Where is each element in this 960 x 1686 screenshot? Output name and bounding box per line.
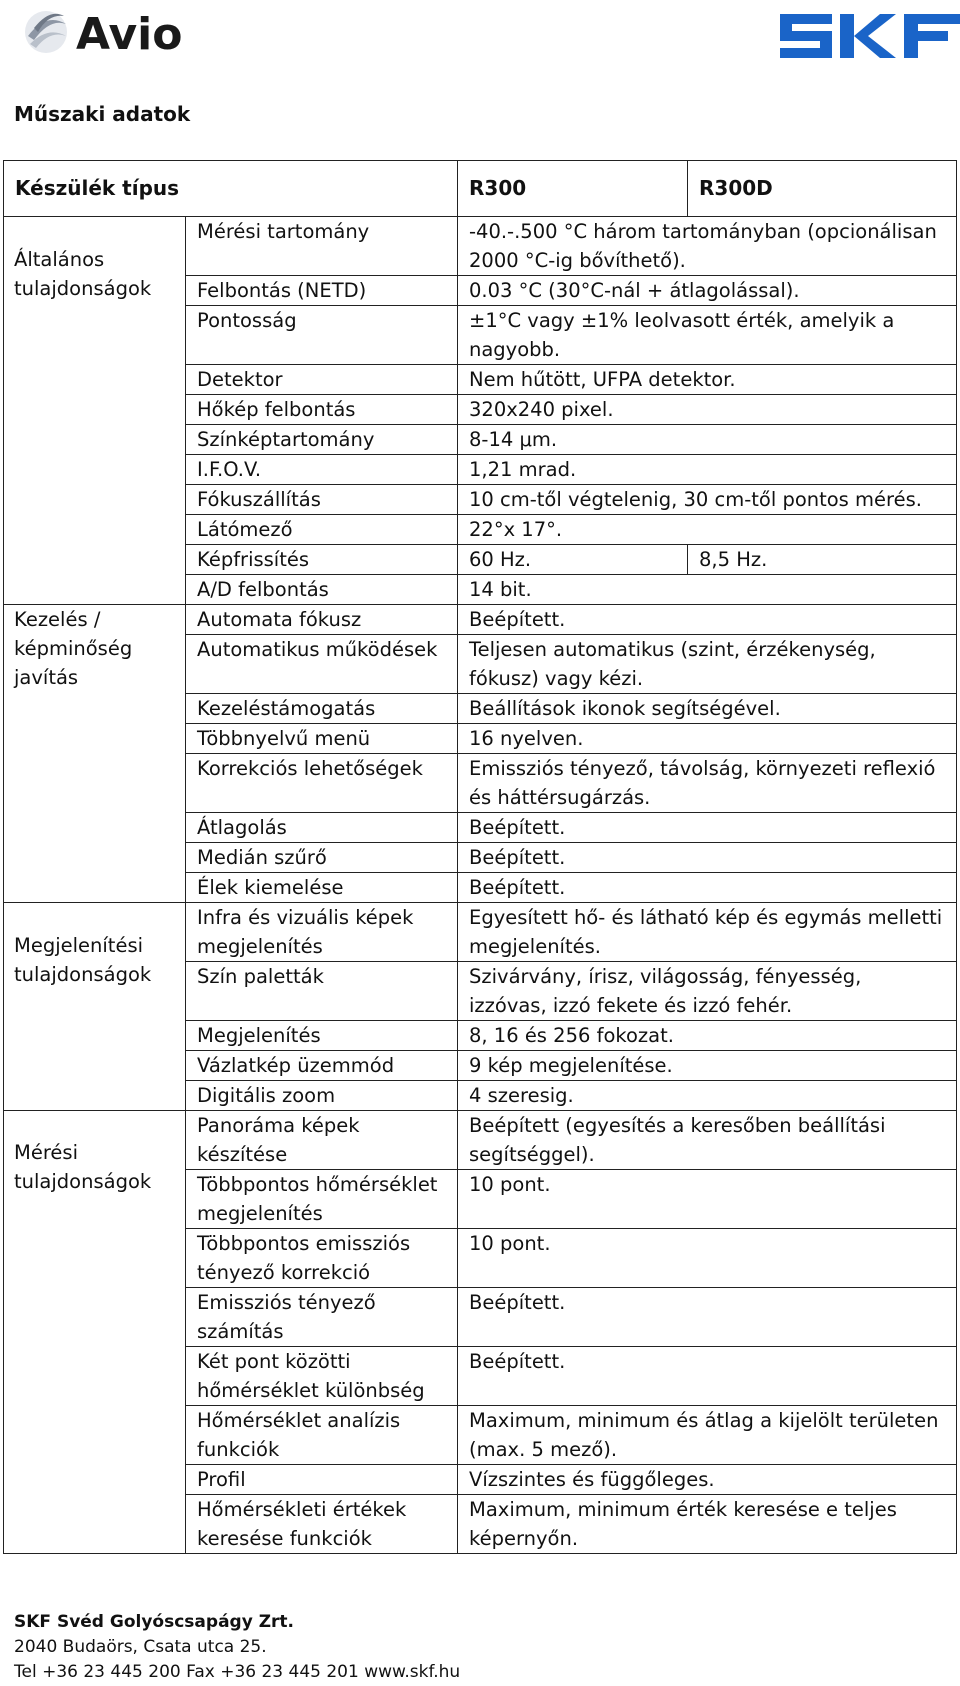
category-measure: Mérési tulajdonságok bbox=[4, 1111, 186, 1554]
spec-label: Felbontás (NETD) bbox=[186, 276, 458, 306]
spec-label: Többpontos hőmérséklet megjelenítés bbox=[186, 1170, 458, 1229]
spec-value: Maximum, minimum és átlag a kijelölt területen (max. 5 mező). bbox=[458, 1406, 957, 1465]
spec-value: 4 szeresig. bbox=[458, 1081, 957, 1111]
spec-value: Beépített. bbox=[458, 873, 957, 903]
spec-value: 320x240 pixel. bbox=[458, 395, 957, 425]
specs-table bbox=[3, 160, 957, 1554]
spec-value: 10 pont. bbox=[458, 1170, 957, 1229]
spec-value: 14 bit. bbox=[458, 575, 957, 605]
spec-label: Élek kiemelése bbox=[186, 873, 458, 903]
spec-label: Automata fókusz bbox=[186, 605, 458, 635]
spec-label: Képfrissítés bbox=[186, 545, 458, 575]
footer-contact: Tel +36 23 445 200 Fax +36 23 445 201 www.skf.hu bbox=[14, 1662, 461, 1682]
spec-label: Profil bbox=[186, 1465, 458, 1495]
spec-label: Fókuszállítás bbox=[186, 485, 458, 515]
footer-address: 2040 Budaörs, Csata utca 25. bbox=[14, 1637, 267, 1657]
skf-logo bbox=[780, 14, 960, 58]
spec-value: Emissziós tényező, távolság, környezeti reflexió és háttérsugárzás. bbox=[458, 754, 957, 813]
spec-value: Beépített (egyesítés a keresőben beállítási segítséggel). bbox=[458, 1111, 957, 1170]
spec-label: Kezeléstámogatás bbox=[186, 694, 458, 724]
table-row bbox=[4, 217, 957, 276]
spec-label: Hőkép felbontás bbox=[186, 395, 458, 425]
spec-label: Emissziós tényező számítás bbox=[186, 1288, 458, 1347]
spec-value: Egyesített hő- és látható kép és egymás melletti megjelenítés. bbox=[458, 903, 957, 962]
spec-label: Pontosság bbox=[186, 306, 458, 365]
spec-label: Panoráma képek készítése bbox=[186, 1111, 458, 1170]
header-r300d: R300D bbox=[688, 161, 957, 217]
spec-value: 10 cm-től végtelenig, 30 cm-től pontos mérés. bbox=[458, 485, 957, 515]
spec-label: Átlagolás bbox=[186, 813, 458, 843]
table-row bbox=[4, 1111, 957, 1170]
spec-value: 9 kép megjelenítése. bbox=[458, 1051, 957, 1081]
spec-value: Beállítások ikonok segítségével. bbox=[458, 694, 957, 724]
spec-label: Medián szűrő bbox=[186, 843, 458, 873]
spec-value: -40.-.500 °C három tartományban (opcionálisan 2000 °C-ig bővíthető). bbox=[458, 217, 957, 276]
spec-label: Vázlatkép üzemmód bbox=[186, 1051, 458, 1081]
spec-value: Nem hűtött, UFPA detektor. bbox=[458, 365, 957, 395]
spec-label: Megjelenítés bbox=[186, 1021, 458, 1051]
spec-value: Beépített. bbox=[458, 813, 957, 843]
spec-label: Két pont közötti hőmérséklet különbség bbox=[186, 1347, 458, 1406]
spec-value: 8, 16 és 256 fokozat. bbox=[458, 1021, 957, 1051]
spec-label: Detektor bbox=[186, 365, 458, 395]
spec-value: Beépített. bbox=[458, 843, 957, 873]
spec-label: Többnyelvű menü bbox=[186, 724, 458, 754]
spec-value: Szivárvány, írisz, világosság, fényesség, izzóvas, izzó fekete és izzó fehér. bbox=[458, 962, 957, 1021]
footer-company: SKF Svéd Golyóscsapágy Zrt. bbox=[14, 1612, 295, 1632]
footer bbox=[14, 1610, 460, 1685]
spec-label: Mérési tartomány bbox=[186, 217, 458, 276]
spec-value-r300: 60 Hz. bbox=[458, 545, 688, 575]
spec-value: Beépített. bbox=[458, 1288, 957, 1347]
header-r300: R300 bbox=[458, 161, 688, 217]
header-device-type: Készülék típus bbox=[4, 161, 458, 217]
spec-label: Látómező bbox=[186, 515, 458, 545]
spec-value: 0.03 °C (30°C-nál + átlagolással). bbox=[458, 276, 957, 306]
spec-value: Teljesen automatikus (szint, érzékenység, fókusz) vagy kézi. bbox=[458, 635, 957, 694]
avio-logo bbox=[20, 6, 230, 58]
table-row bbox=[4, 903, 957, 962]
table-header-row bbox=[4, 161, 957, 217]
spec-value: 10 pont. bbox=[458, 1229, 957, 1288]
spec-value-r300d: 8,5 Hz. bbox=[688, 545, 957, 575]
spec-label: A/D felbontás bbox=[186, 575, 458, 605]
spec-label: Többpontos emissziós tényező korrekció bbox=[186, 1229, 458, 1288]
spec-label: Színképtartomány bbox=[186, 425, 458, 455]
category-handling: Kezelés / képminőség javítás bbox=[4, 605, 186, 903]
category-general: Általános tulajdonságok bbox=[4, 217, 186, 605]
svg-text:Avio: Avio bbox=[76, 9, 183, 58]
spec-label: Digitális zoom bbox=[186, 1081, 458, 1111]
spec-value: 8-14 μm. bbox=[458, 425, 957, 455]
spec-value: 22°x 17°. bbox=[458, 515, 957, 545]
page-title: Műszaki adatok bbox=[14, 102, 191, 126]
spec-label: Szín paletták bbox=[186, 962, 458, 1021]
spec-value: 1,21 mrad. bbox=[458, 455, 957, 485]
spec-value: Beépített. bbox=[458, 1347, 957, 1406]
spec-value: Beépített. bbox=[458, 605, 957, 635]
spec-label: Automatikus működések bbox=[186, 635, 458, 694]
spec-label: Hőmérsékleti értékek keresése funkciók bbox=[186, 1495, 458, 1554]
spec-value: ±1°C vagy ±1% leolvasott érték, amelyik a nagyobb. bbox=[458, 306, 957, 365]
spec-value: 16 nyelven. bbox=[458, 724, 957, 754]
spec-value: Vízszintes és függőleges. bbox=[458, 1465, 957, 1495]
category-display: Megjelenítési tulajdonságok bbox=[4, 903, 186, 1111]
spec-label: Korrekciós lehetőségek bbox=[186, 754, 458, 813]
spec-value: Maximum, minimum érték keresése e teljes képernyőn. bbox=[458, 1495, 957, 1554]
spec-label: Hőmérséklet analízis funkciók bbox=[186, 1406, 458, 1465]
spec-label: I.F.O.V. bbox=[186, 455, 458, 485]
spec-label: Infra és vizuális képek megjelenítés bbox=[186, 903, 458, 962]
table-row bbox=[4, 605, 957, 635]
